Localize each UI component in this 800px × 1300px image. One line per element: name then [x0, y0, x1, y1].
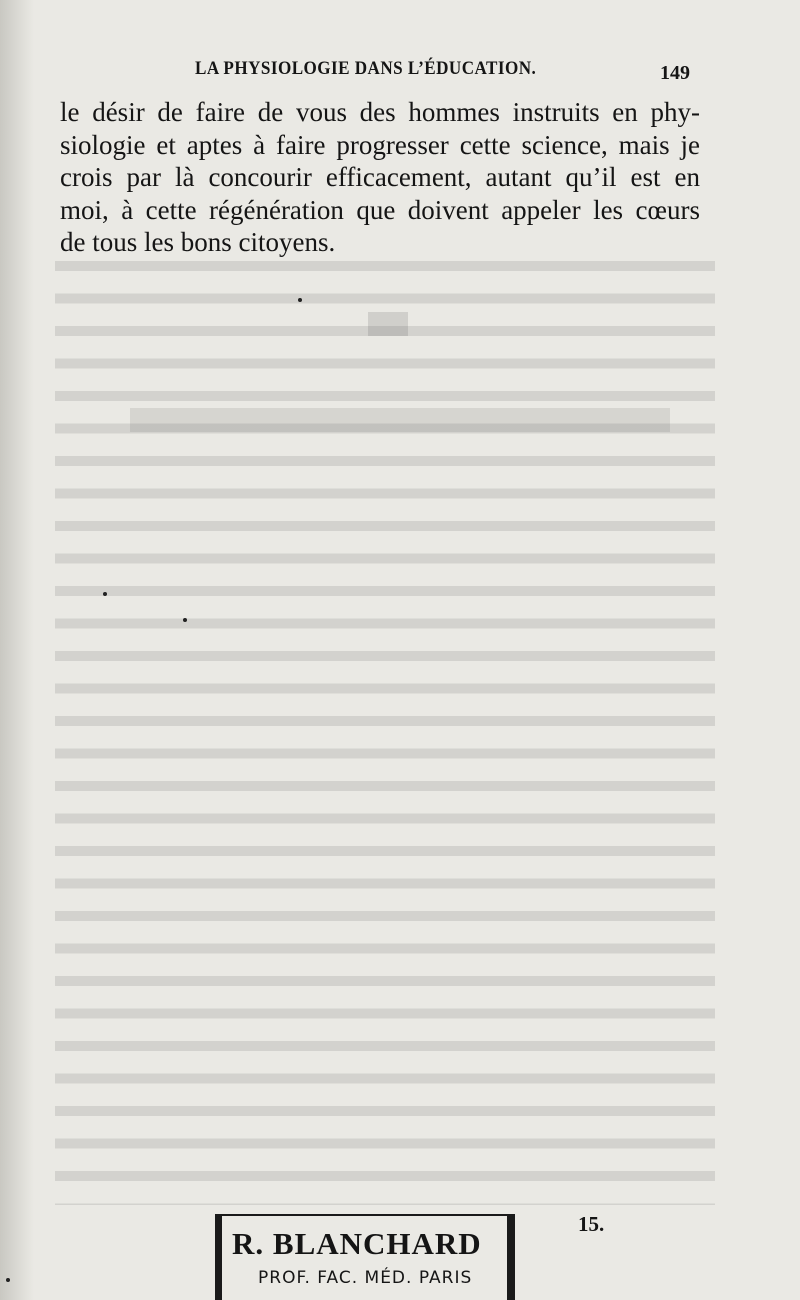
- ink-speck: [103, 592, 107, 596]
- text-line: moi, à cette régénération que doivent appeler les cœurs: [60, 194, 700, 225]
- signature-mark: 15.: [578, 1212, 605, 1236]
- bleed-through-numeral: [368, 312, 408, 336]
- text-line: de tous les bons citoyens.: [60, 227, 336, 257]
- ink-speck: [6, 1278, 10, 1282]
- bleed-through-text: [55, 245, 715, 1205]
- bleed-through-heading: [130, 408, 670, 432]
- ink-speck: [183, 618, 187, 622]
- text-line: siologie et aptes à faire progresser cette science, mais je: [60, 129, 700, 160]
- gutter-shadow: [0, 0, 34, 1300]
- stamp-border-right: [507, 1214, 515, 1300]
- stamp-owner-title: PROF. FAC. MÉD. PARIS: [258, 1268, 473, 1288]
- stamp-border-left: [215, 1214, 222, 1300]
- body-paragraph: [60, 96, 700, 259]
- ink-speck: [298, 298, 302, 302]
- stamp-owner-name: R. BLANCHARD: [232, 1226, 482, 1261]
- running-title: LA PHYSIOLOGIE DANS L’ÉDUCATION.: [195, 58, 537, 79]
- page-number: 149: [660, 62, 690, 84]
- text-line: le désir de faire de vous des hommes instruits en phy-: [60, 97, 700, 127]
- text-line: crois par là concourir efficacement, autant qu’il est en: [60, 162, 700, 192]
